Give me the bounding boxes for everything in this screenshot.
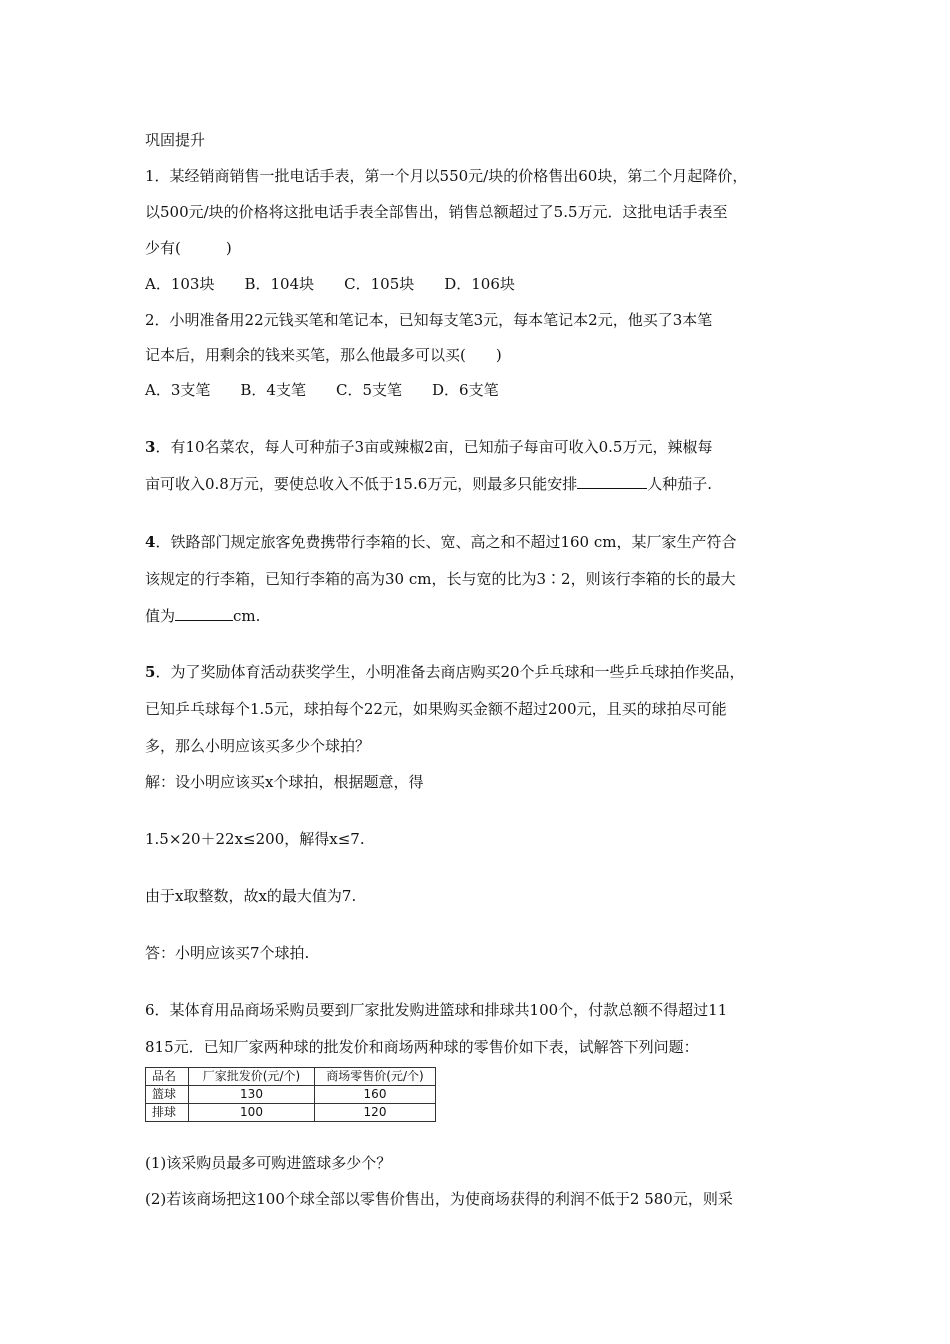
q3-text-2a: 亩可收入0.8万元，要使总收入不低于15.6万元，则最多只能安排 (145, 475, 578, 493)
q1-option-d: D．106块 (444, 275, 515, 293)
q1-option-a: A．103块 (145, 275, 215, 293)
q6-line-1: 6．某体育用品商场采购员要到厂家批发购进篮球和排球共100个，付款总额不得超过11 (145, 1001, 728, 1019)
q5-answer: 答：小明应该买7个球拍. (145, 944, 310, 962)
table-row (146, 1104, 436, 1122)
table-cell: 130 (189, 1086, 315, 1104)
q4-text-3a: 值为 (145, 607, 176, 625)
q3-answer-blank[interactable] (577, 474, 647, 489)
q4-answer-blank[interactable] (175, 606, 233, 621)
section-title: 巩固提升 (145, 131, 206, 149)
q2-line-1 (145, 310, 825, 330)
q2-text-1: ．小明准备用22元钱买笔和笔记本，已知每支笔3元，每本笔记本2元，他买了3本笔 (154, 311, 713, 329)
q4-text-1: ．铁路部门规定旅客免费携带行李箱的长、宽、高之和不超过160 cm，某厂家生产符合 (155, 533, 737, 551)
table-cell: 120 (315, 1104, 436, 1122)
table-header-cell: 厂家批发价(元/个) (189, 1068, 315, 1086)
q2-line-2: 记本后，用剩余的钱来买笔，那么他最多可以买( ) (145, 346, 502, 364)
q2-option-d: D．6支笔 (432, 381, 499, 399)
q3-number: 3 (145, 438, 156, 456)
q2-options (145, 380, 825, 400)
q1-number: 1 (145, 167, 155, 185)
table-cell: 160 (315, 1086, 436, 1104)
q4-line-1 (145, 532, 825, 552)
q4-number: 4 (145, 533, 156, 551)
price-table (145, 1067, 436, 1122)
q1-options (145, 274, 825, 294)
q4-line-3 (145, 606, 825, 626)
q4-line-2: 该规定的行李箱，已知行李箱的高为30 cm，长与宽的比为3∶2，则该行李箱的长的最大 (145, 570, 736, 588)
q6-line-2: 815元．已知厂家两种球的批发价和商场两种球的零售价如下表，试解答下列问题： (145, 1038, 699, 1056)
q3-text-1: ．有10名菜农，每人可种茄子3亩或辣椒2亩，已知茄子每亩可收入0.5万元，辣椒每 (155, 438, 713, 456)
q2-option-c: C．5支笔 (335, 381, 402, 399)
q1-option-b: B．104块 (244, 275, 315, 293)
q1-option-c: C．105块 (344, 275, 415, 293)
q5-line-1 (145, 662, 825, 682)
q4-text-3b: cm. (233, 607, 261, 625)
q2-number: 2 (145, 311, 155, 329)
table-cell: 排球 (146, 1104, 189, 1122)
q3-line-2 (145, 474, 825, 494)
q6-sub-1: (1)该采购员最多可购进篮球多少个？ (145, 1154, 392, 1172)
q1-text-1: ．某经销商销售一批电话手表，第一个月以550元/块的价格售出60块，第二个月起降价， (154, 167, 748, 185)
q6-sub-2: (2)若该商场把这100个球全部以零售价售出，为使商场获得的利润不低于2 580元，则采 (145, 1190, 733, 1208)
q5-text-1: ．为了奖励体育活动获奖学生，小明准备去商店购买20个乒乓球和一些乒乓球拍作奖品， (155, 663, 745, 681)
table-header-cell: 品名 (146, 1068, 189, 1086)
q5-line-2: 已知乒乓球每个1.5元，球拍每个22元，如果购买金额不超过200元，且买的球拍尽可能 (145, 700, 727, 718)
table-row (146, 1086, 436, 1104)
table-cell: 篮球 (146, 1086, 189, 1104)
q1-line-1 (145, 166, 825, 186)
q5-solution-2: 1.5×20＋22x≤200，解得x≤7. (145, 830, 365, 848)
table-header-cell: 商场零售价(元/个) (315, 1068, 436, 1086)
q1-line-3: 少有( ) (145, 239, 232, 257)
q2-option-b: B．4支笔 (240, 381, 306, 399)
table-header-row (146, 1068, 436, 1086)
q5-line-3: 多，那么小明应该买多少个球拍？ (145, 737, 371, 755)
table-cell: 100 (189, 1104, 315, 1122)
q2-option-a: A．3支笔 (145, 381, 211, 399)
q3-line-1 (145, 437, 825, 457)
q1-line-2: 以500元/块的价格将这批电话手表全部售出，销售总额超过了5.5万元．这批电话手表至 (145, 203, 728, 221)
q5-solution-1: 解：设小明应该买x个球拍，根据题意，得 (145, 773, 424, 791)
q5-number: 5 (145, 663, 156, 681)
q5-solution-3: 由于x取整数，故x的最大值为7. (145, 887, 357, 905)
q3-text-2b: 人种茄子. (647, 475, 713, 493)
